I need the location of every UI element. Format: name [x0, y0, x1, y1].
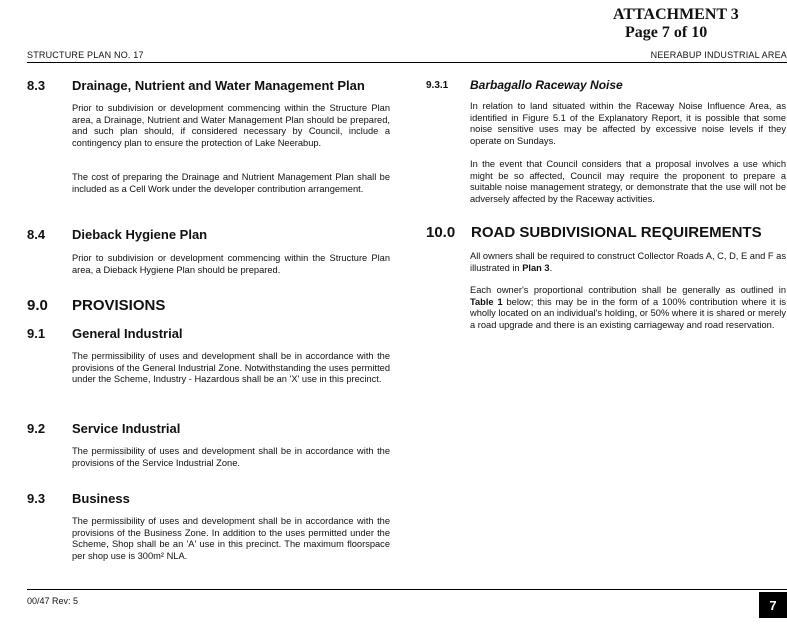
- section-9-1-paragraph-1: The permissibility of uses and development shall be in accordance with the provisions of the General Industrial Zone. Notwithstanding the uses permitted under the Scheme, Industry - Hazardous shall be an 'X' use in this precinct.: [72, 351, 390, 385]
- section-number: 10.0: [426, 224, 456, 241]
- section-10-0-paragraph-1: All owners shall be required to construct Collector Roads A, C, D, E and F as illustrated in Plan 3.: [470, 251, 786, 273]
- section-number: 9.3: [27, 491, 46, 506]
- section-title: Service Industrial: [72, 421, 181, 436]
- header-left: STRUCTURE PLAN NO. 17: [27, 50, 144, 60]
- section-title: ROAD SUBDIVISIONAL REQUIREMENTS: [471, 224, 762, 241]
- section-8-4-paragraph-1: Prior to subdivision or development commencing within the Structure Plan area, a Dieback Hygiene Plan should be prepared.: [72, 253, 390, 275]
- section-title: Barbagallo Raceway Noise: [470, 78, 623, 92]
- page-number: 7: [759, 592, 787, 618]
- section-9-3-paragraph-1: The permissibility of uses and development shall be in accordance with the provisions of the Business Zone. In addition to the uses permitted under the Scheme, Shop shall be an 'A' use in this precinct. The maximum floorspace per shop use is 300m² NLA.: [72, 516, 390, 561]
- attachment-title: ATTACHMENT 3: [613, 6, 739, 23]
- header-rule: [27, 62, 787, 63]
- section-9-3-1-paragraph-2: In the event that Council considers that a proposal involves a use which might be so affected, Council may require the proponent to prepare a suitable noise management strategy, or demonstrate that the use will not be adversely affected by the Raceway activities.: [470, 159, 786, 204]
- footer-code: 00/47 Rev: 5: [27, 596, 79, 606]
- table-reference: Table 1: [470, 296, 503, 307]
- section-title: Dieback Hygiene Plan: [72, 227, 208, 242]
- section-title: Drainage, Nutrient and Water Management Plan: [72, 78, 365, 93]
- section-9-3-1-paragraph-1: In relation to land situated within the Raceway Noise Influence Area, as identified in Figure 5.1 of the Explanatory Report, it is possible that some noise sensitive uses may be affected by excessive noise levels if they operate on Sundays.: [470, 101, 786, 146]
- section-number: 9.1: [27, 326, 46, 341]
- attachment-page: Page 7 of 10: [625, 24, 708, 41]
- section-number: 9.0: [27, 297, 48, 314]
- section-number: 8.4: [27, 227, 46, 242]
- section-10-0-paragraph-2: Each owner's proportional contribution shall be generally as outlined in Table 1 below; this may be in the form of a 100% contribution where it is wholly located on an individual's holding, or 50% where it is shared or merely a road upgrade and there is an existing carriageway and road reservation.: [470, 285, 786, 330]
- footer-rule: [27, 589, 787, 590]
- section-9-2-paragraph-1: The permissibility of uses and development shall be in accordance with the provisions of the Service Industrial Zone.: [72, 446, 390, 468]
- section-number: 9.3.1: [426, 80, 449, 91]
- plan-reference: Plan 3: [522, 262, 550, 273]
- section-title: Business: [72, 491, 130, 506]
- section-8-3-paragraph-1: Prior to subdivision or development commencing within the Structure Plan area, a Drainage, Nutrient and Water Management Plan should be prepared, and such plan should, if considered necessary by Council, include a contingency plan to ensure the protection of Lake Neerabup.: [72, 103, 390, 148]
- header-right: NEERABUP INDUSTRIAL AREA: [650, 50, 787, 60]
- section-8-3-paragraph-2: The cost of preparing the Drainage and Nutrient Management Plan shall be included as a Cell Work under the developer contribution arrangement.: [72, 172, 390, 194]
- attachment-label: [613, 6, 773, 42]
- section-number: 8.3: [27, 78, 46, 93]
- section-title: PROVISIONS: [72, 297, 166, 314]
- section-number: 9.2: [27, 421, 46, 436]
- section-title: General Industrial: [72, 326, 183, 341]
